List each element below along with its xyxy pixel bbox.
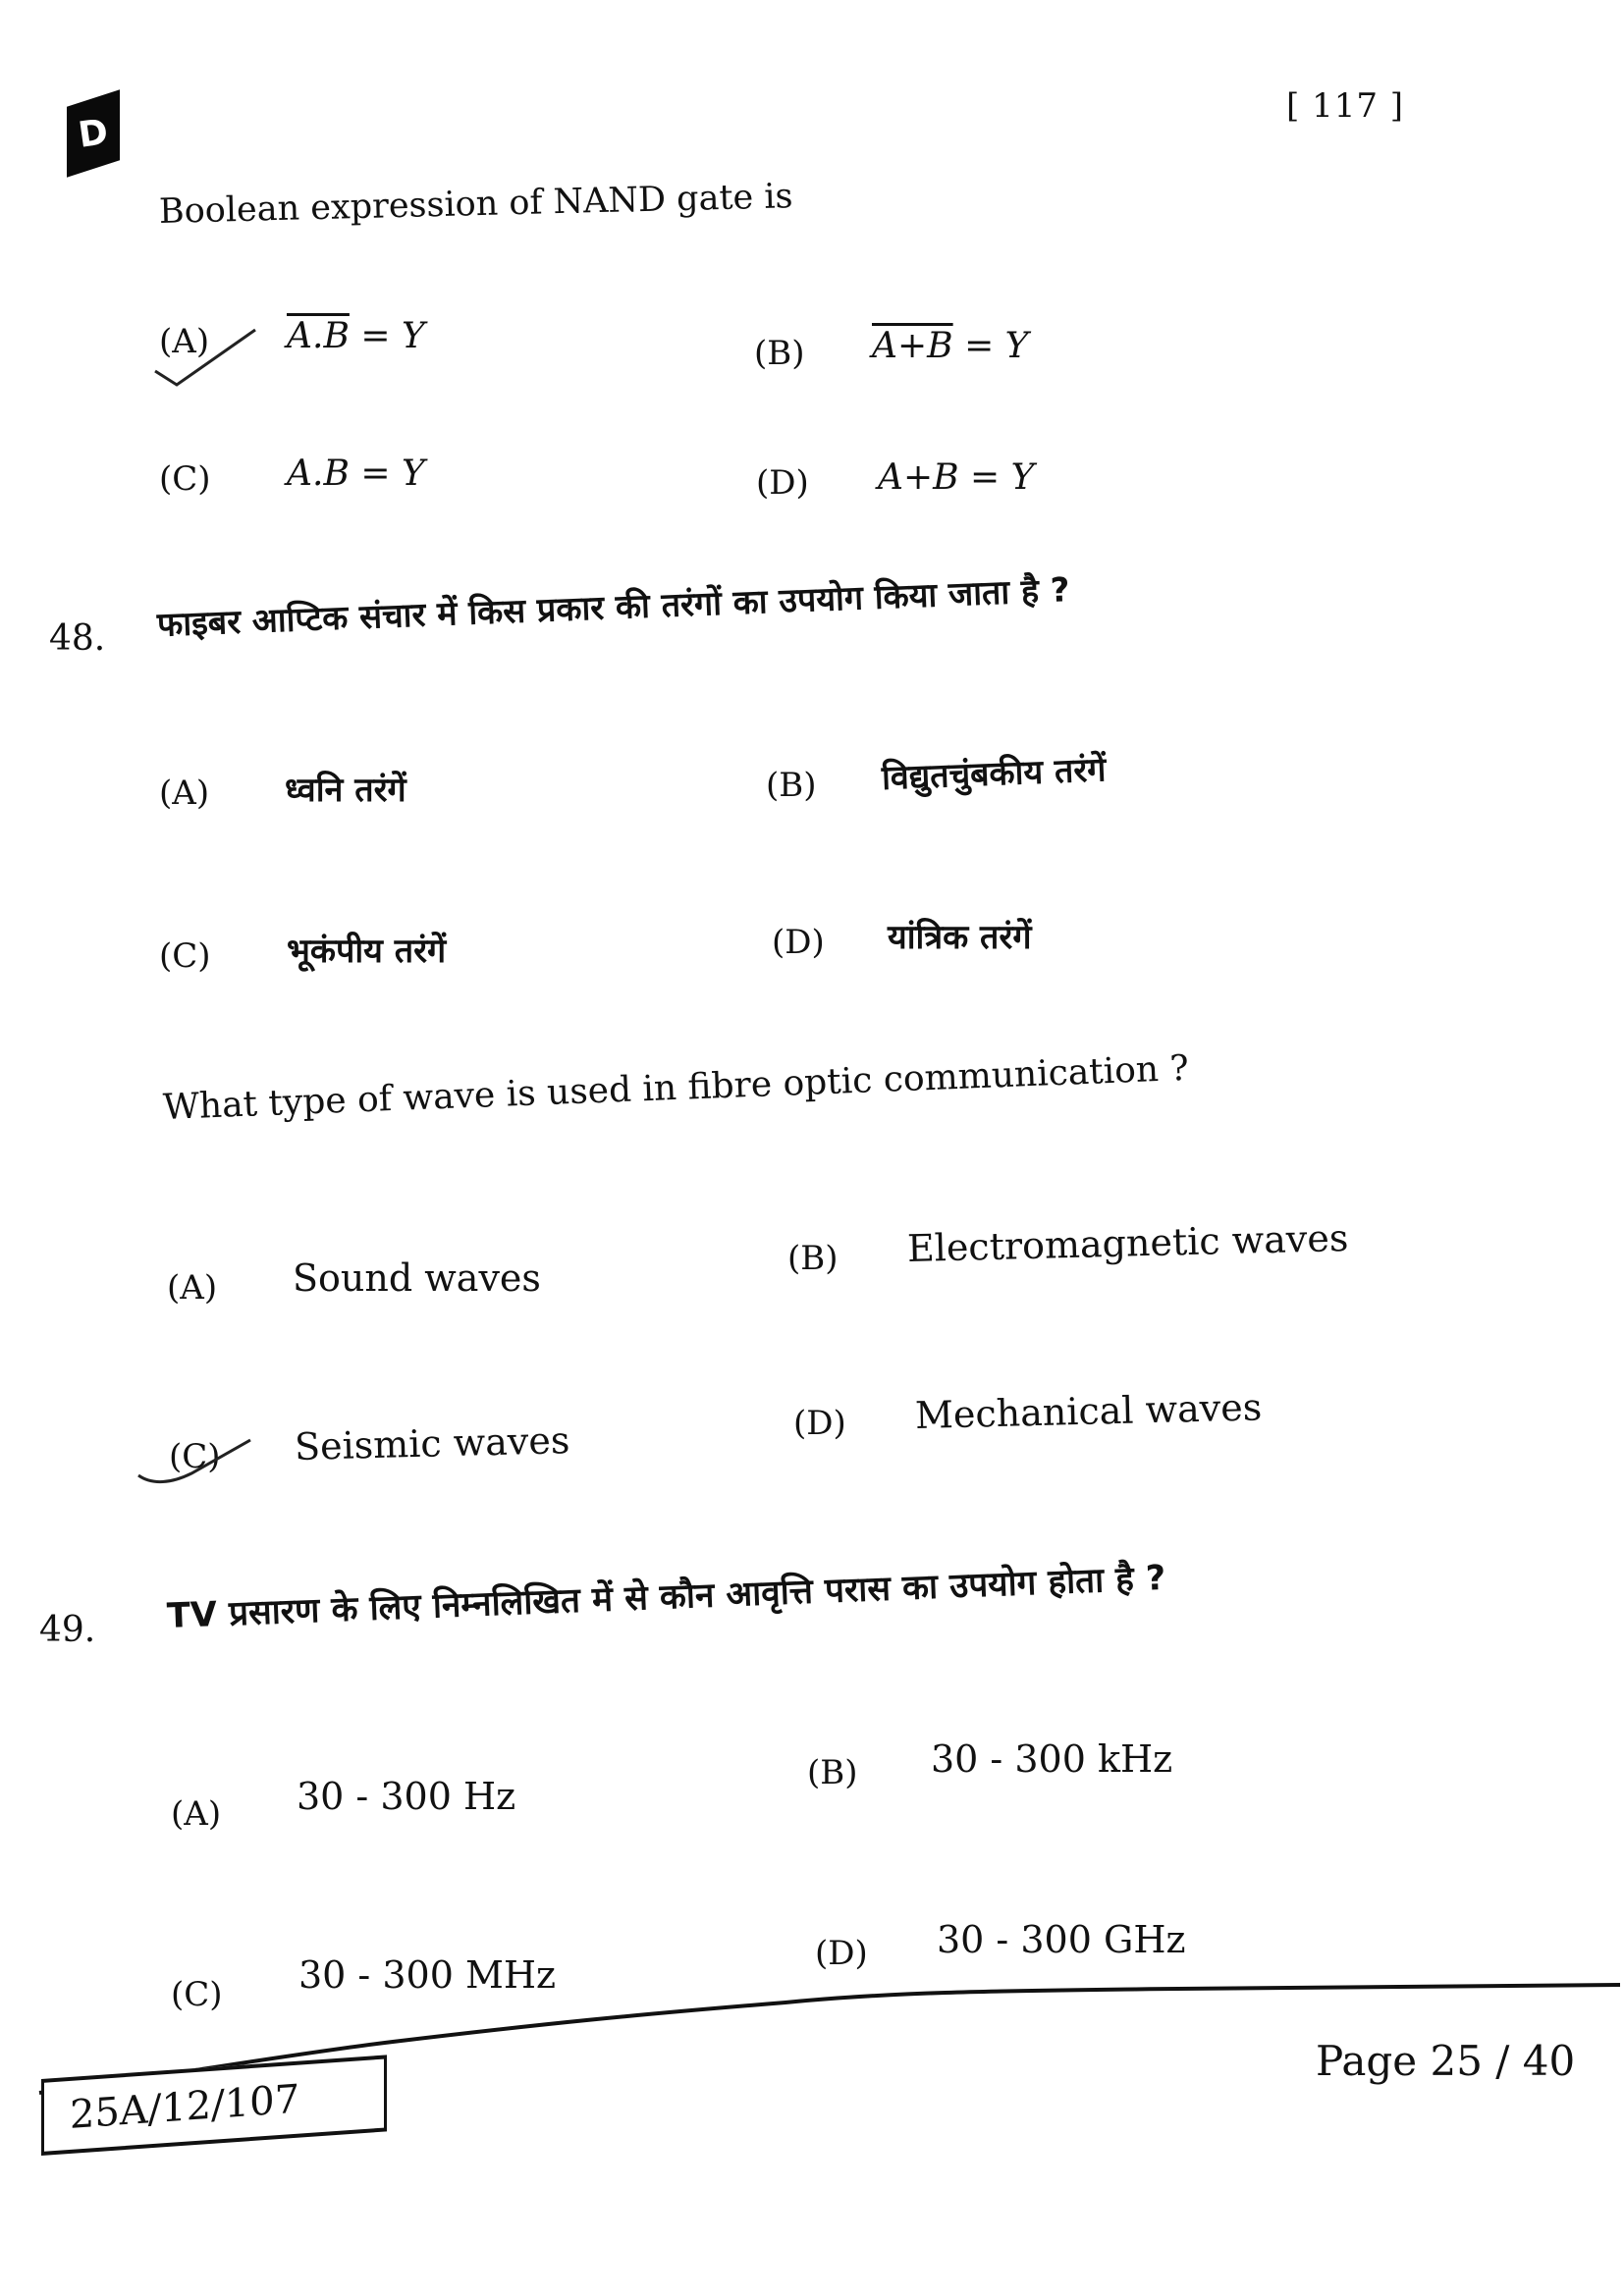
q48-hindi-option-c-text: भूकंपीय तरंगें bbox=[287, 932, 447, 971]
q48-hindi-option-a-text: ध्वनि तरंगें bbox=[285, 771, 406, 810]
set-code-badge bbox=[67, 89, 120, 178]
q48-option-c-text: Seismic waves bbox=[294, 1418, 570, 1468]
paper-code-box bbox=[41, 2055, 387, 2156]
q48-hindi-option-d-text: यांत्रिक तरंगें bbox=[888, 918, 1032, 957]
q48-hindi-option-d-label: (D) bbox=[772, 923, 825, 962]
q48-hindi-option-c-label: (C) bbox=[159, 936, 211, 976]
q47-option-d-text: A+B = Y bbox=[878, 457, 1035, 498]
question-47-english: Boolean expression of NAND gate is bbox=[158, 177, 793, 232]
q47-option-a-label: (A) bbox=[159, 322, 210, 361]
q48-option-c-label: (C) bbox=[169, 1437, 221, 1476]
q47-option-a-text: A.B = Y bbox=[287, 316, 425, 356]
q47-option-d-label: (D) bbox=[756, 463, 809, 503]
q48-hindi-option-a-label: (A) bbox=[159, 774, 210, 813]
q47-option-c-text: A.B = Y bbox=[287, 454, 425, 494]
q48-option-b-text: Electromagnetic waves bbox=[906, 1216, 1349, 1270]
question-49-number: 49. bbox=[39, 1610, 96, 1650]
q47-option-c-label: (C) bbox=[159, 459, 211, 499]
page-number: Page 25 / 40 bbox=[1316, 2037, 1576, 2085]
q48-option-b-label: (B) bbox=[787, 1239, 839, 1278]
q48-hindi-option-b-text: विद्युतचुंबकीय तरंगें bbox=[881, 750, 1108, 798]
q48-option-a-text: Sound waves bbox=[293, 1256, 541, 1300]
q49-option-b-label: (B) bbox=[807, 1753, 858, 1792]
q49-option-b-text: 30 - 300 kHz bbox=[931, 1737, 1173, 1781]
q48-hindi-option-b-label: (B) bbox=[766, 766, 817, 805]
question-49-hindi: TV प्रसारण के लिए निम्नलिखित में से कौन आवृत्ति परास का उपयोग होता है ? bbox=[166, 1558, 1167, 1636]
question-48-english: What type of wave is used in fibre optic communication ? bbox=[162, 1047, 1190, 1128]
q49-option-a-text: 30 - 300 Hz bbox=[297, 1775, 516, 1818]
q48-option-d-text: Mechanical waves bbox=[914, 1385, 1263, 1437]
q47-option-b-text: A+B = Y bbox=[872, 326, 1029, 366]
question-48-hindi: फाइबर आप्टिक संचार में किस प्रकार की तरंगों का उपयोग किया जाता है ? bbox=[156, 570, 1071, 645]
page-reference: [ 117 ] bbox=[1286, 86, 1405, 126]
checkmark-icon bbox=[133, 1428, 309, 1487]
q48-option-d-label: (D) bbox=[793, 1404, 846, 1443]
question-48-number: 48. bbox=[49, 618, 106, 659]
paper-code: 25A/12/107 bbox=[70, 2076, 299, 2138]
set-code-label: D bbox=[76, 111, 111, 156]
q48-option-a-label: (A) bbox=[167, 1268, 218, 1308]
q49-option-d-text: 30 - 300 GHz bbox=[937, 1918, 1186, 1961]
q49-option-c-label: (C) bbox=[171, 1975, 223, 2014]
q49-option-a-label: (A) bbox=[171, 1794, 222, 1834]
q47-option-b-label: (B) bbox=[754, 334, 805, 373]
q49-option-d-label: (D) bbox=[815, 1934, 868, 1973]
q49-option-c-text: 30 - 300 MHz bbox=[298, 1953, 557, 1997]
